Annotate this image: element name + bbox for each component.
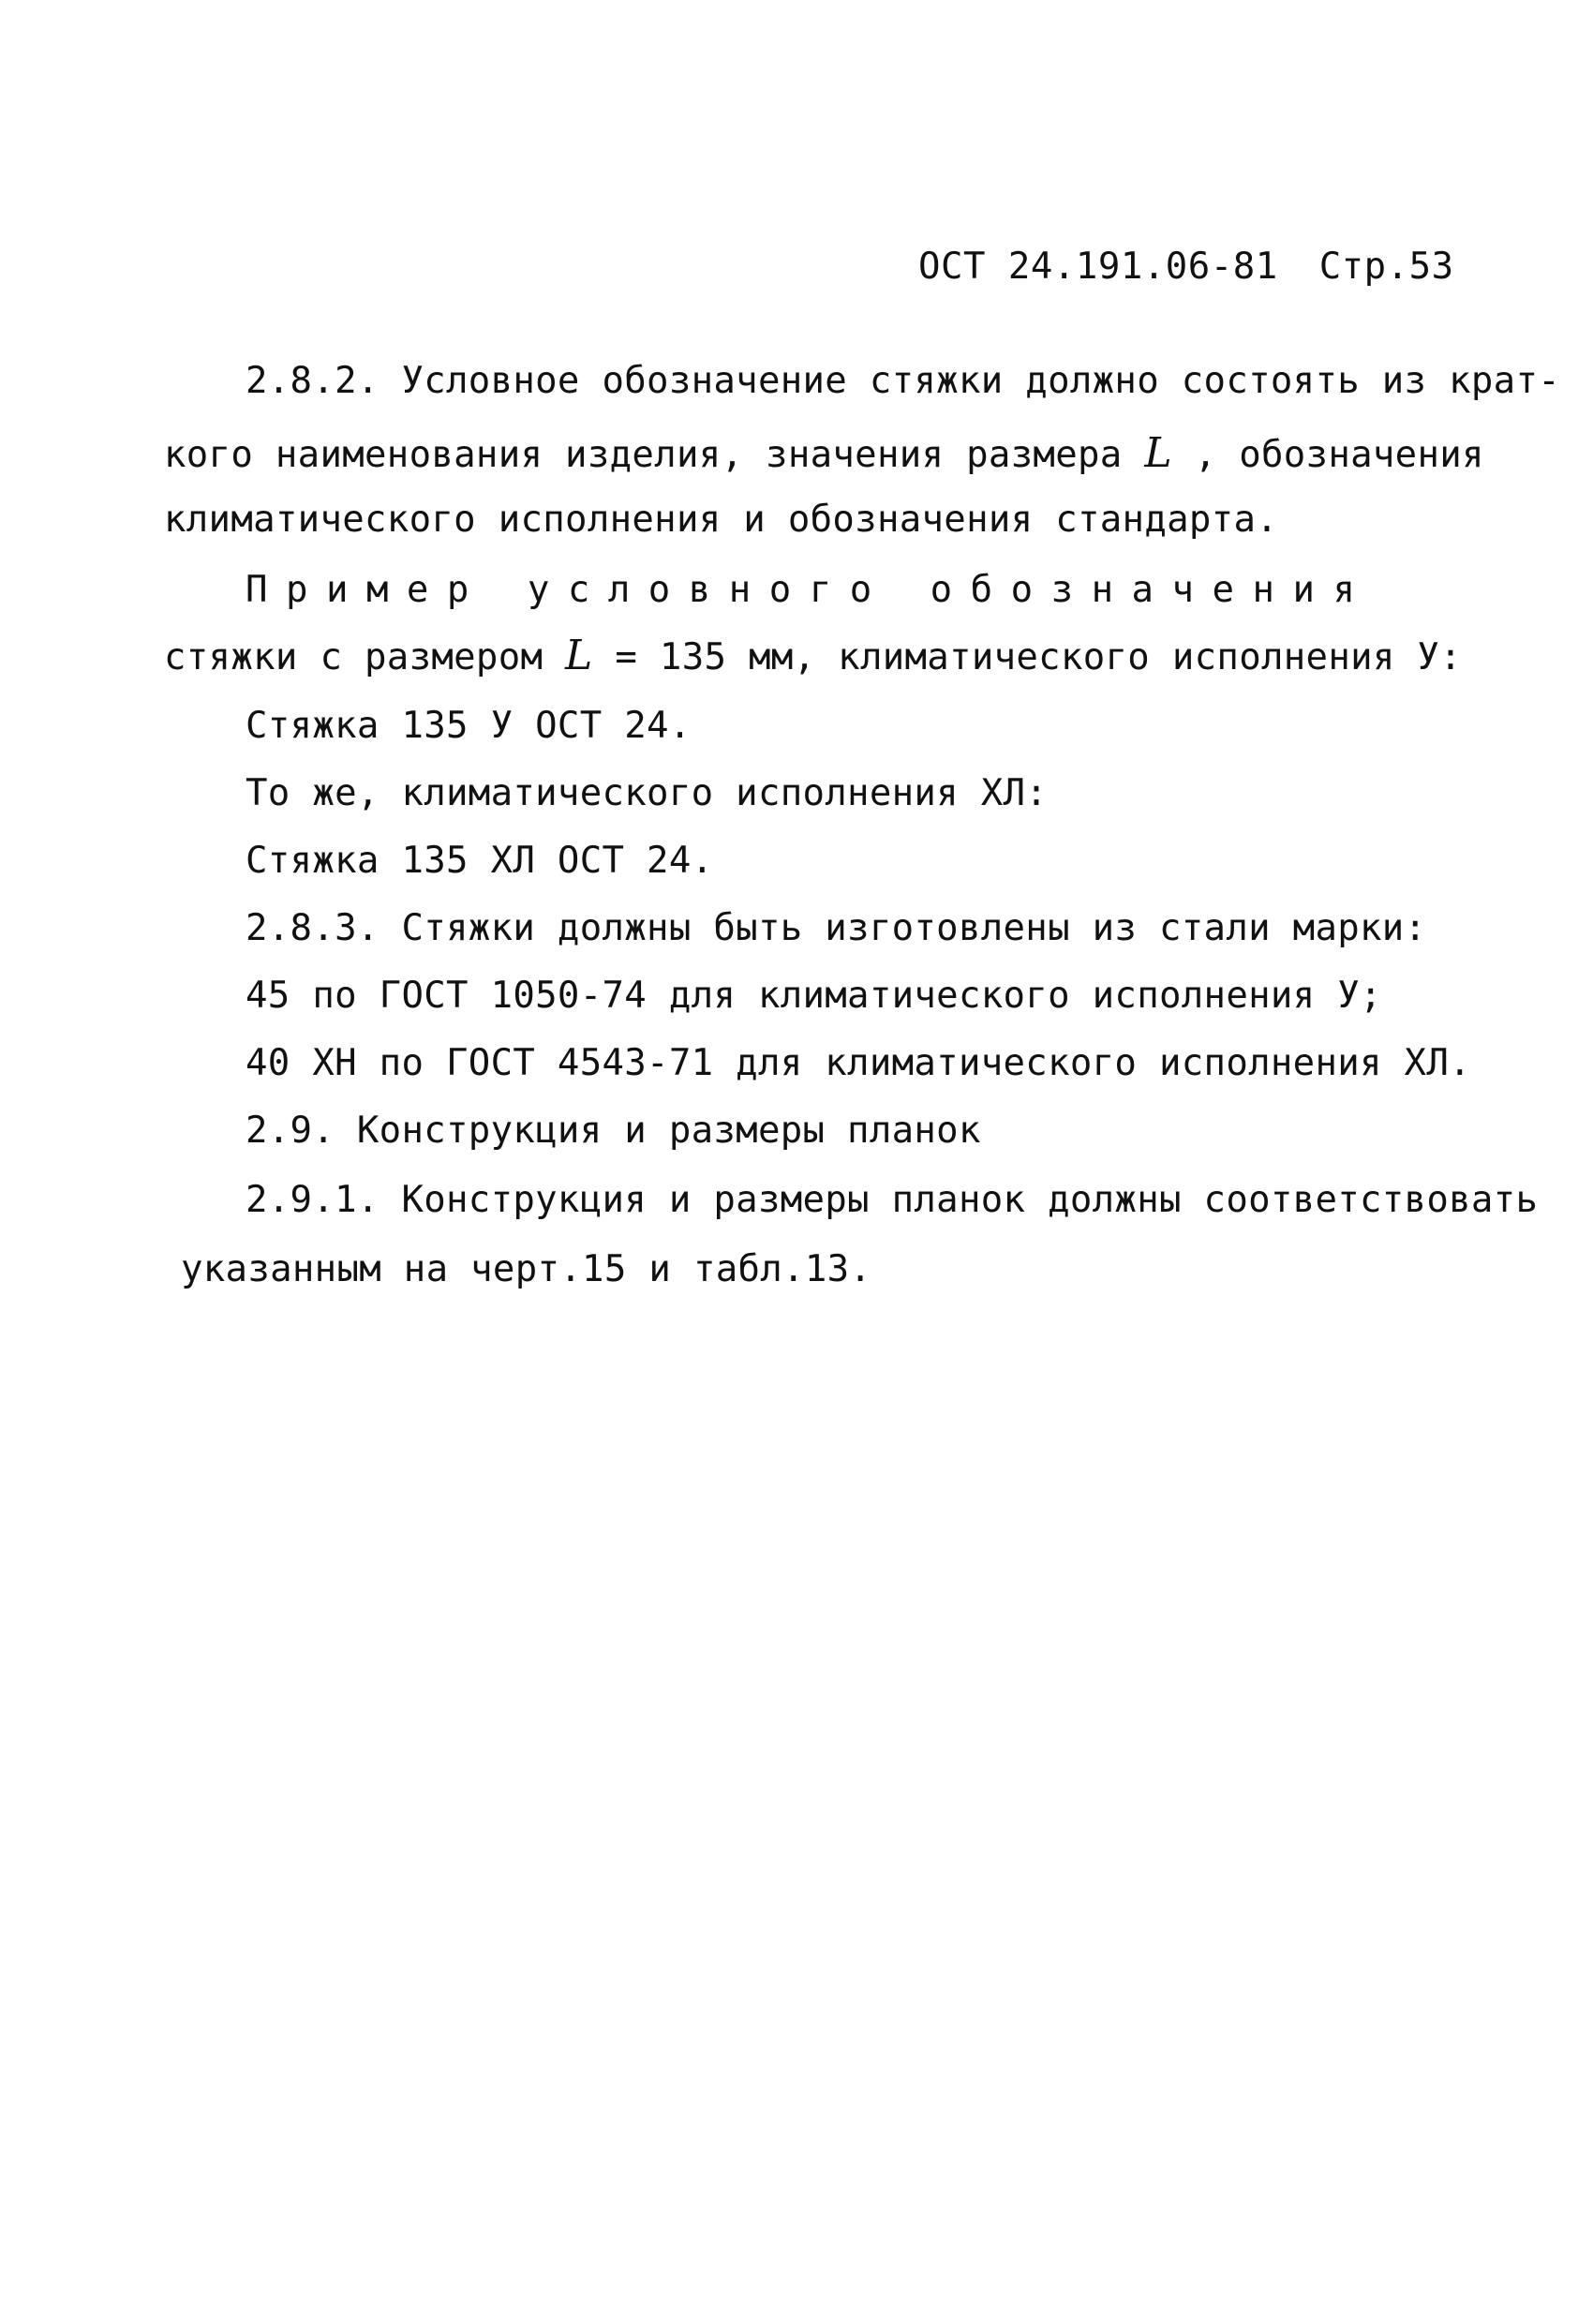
paragraph-2-8-3-line-1: 2.8.3. Стяжки должны быть изготовлены из стали марки:	[246, 907, 1427, 949]
paragraph-2-8-2-line-1: 2.8.2. Условное обозначение стяжки должно состоять из крат-	[246, 360, 1561, 402]
example-same: То же, климатического исполнения ХЛ:	[246, 772, 1049, 814]
paragraph-2-8-3-line-3: 40 ХН по ГОСТ 4543-71 для климатического исполнения ХЛ.	[246, 1042, 1471, 1084]
paragraph-2-8-3-line-2: 45 по ГОСТ 1050-74 для климатического исполнения У;	[246, 975, 1382, 1017]
example-value-1: Стяжка 135 У ОСТ 24.	[246, 705, 692, 747]
page-number: Стр.53	[1318, 246, 1454, 288]
example-value-2: Стяжка 135 ХЛ ОСТ 24.	[246, 840, 714, 882]
page-header	[918, 246, 1454, 288]
paragraph-2-9-1-line-1: 2.9.1. Конструкция и размеры планок должны соответствовать	[246, 1179, 1539, 1221]
text-segment: стяжки с размером	[164, 636, 566, 678]
section-2-9-heading: 2.9. Конструкция и размеры планок	[246, 1110, 981, 1152]
paragraph-2-8-2-line-3: климатического исполнения и обозначения стандарта.	[164, 499, 1278, 541]
text-segment: , обозначения	[1171, 434, 1484, 476]
paragraph-2-8-2-line-2	[164, 429, 1484, 477]
text-segment: = 135 мм, климатического исполнения У:	[592, 636, 1462, 678]
dimension-symbol: L	[1144, 429, 1172, 477]
document-code: ОСТ 24.191.06-81	[918, 246, 1278, 288]
example-heading: Пример условного обозначения	[246, 569, 1374, 611]
paragraph-2-9-1-line-2: указанным на черт.15 и табл.13.	[181, 1248, 872, 1290]
text-segment: кого наименования изделия, значения размера	[164, 434, 1145, 476]
dimension-symbol: L	[565, 632, 593, 679]
example-line-2	[164, 632, 1462, 679]
